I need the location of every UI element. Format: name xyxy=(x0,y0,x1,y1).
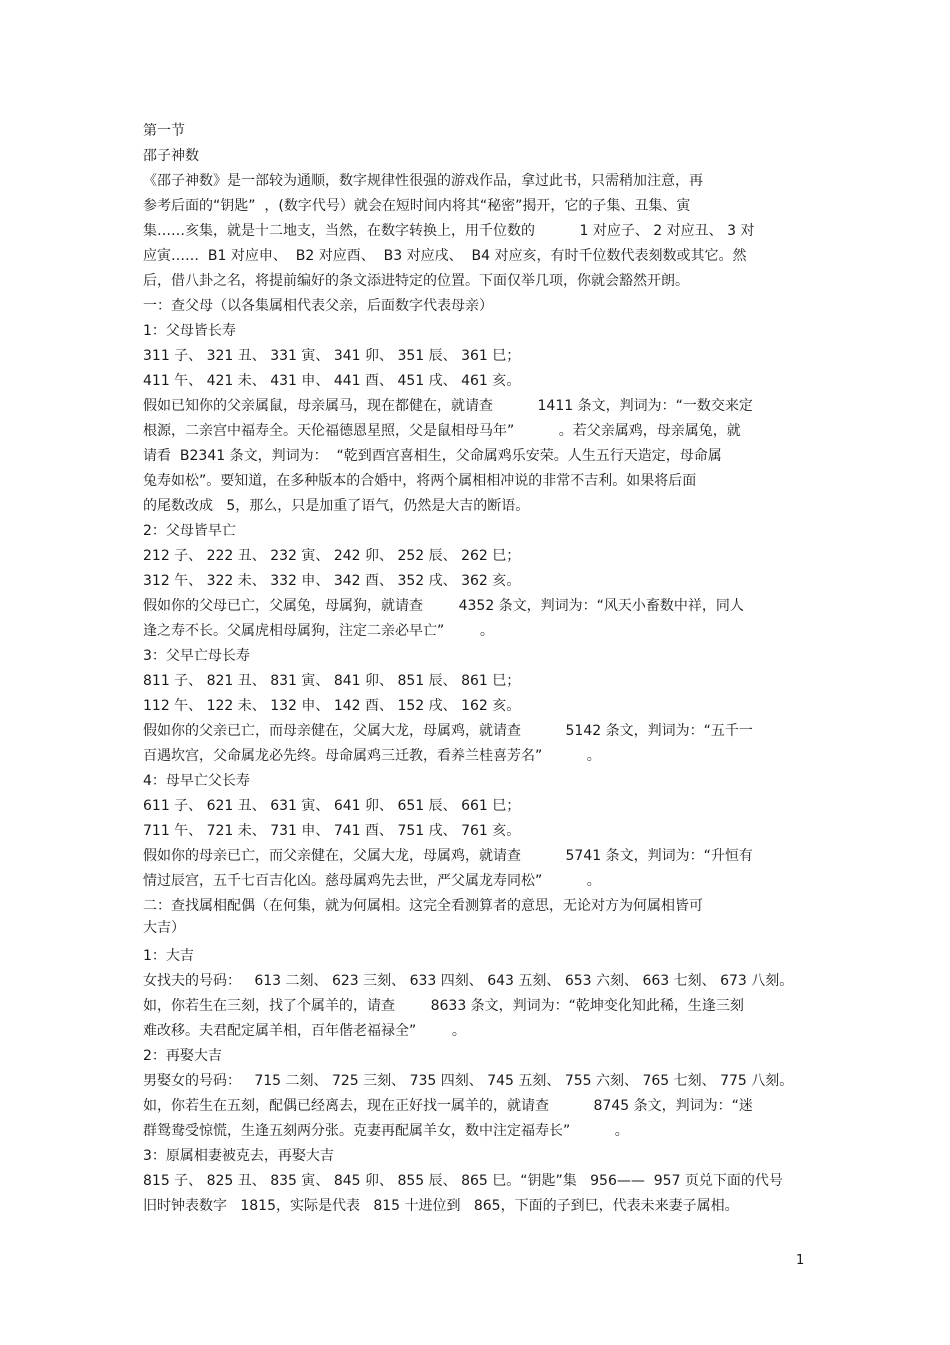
text-line: 邵子神数 xyxy=(143,148,199,164)
text-line: 4：母早亡父长寿 xyxy=(143,773,250,789)
text-line: 611 子、 621 丑、 631 寅、 641 卯、 651 辰、 661 巳； xyxy=(143,798,521,814)
text-line: 二：查找属相配偶（在何集，就为何属相。这完全看测算者的意思，无论对方为何属相皆可 xyxy=(143,898,703,914)
text-line: 312 午、 322 未、 332 申、 342 酉、 352 戌、 362 亥。 xyxy=(143,573,521,589)
text-line: 2：父母皆早亡 xyxy=(143,523,236,539)
text-line: 311 子、 321 丑、 331 寅、 341 卯、 351 辰、 361 巳； xyxy=(143,348,521,364)
text-line: 兔寿如松”。要知道，在多种版本的合婚中，将两个属相相冲说的非常不吉利。如果将后面 xyxy=(143,473,697,489)
text-line: 集……亥集，就是十二地支，当然，在数字转换上，用千位数的 1 对应子、 2 对应丑、 3 对 xyxy=(143,223,755,239)
page-number: 1 xyxy=(796,1253,805,1268)
text-line: 811 子、 821 丑、 831 寅、 841 卯、 851 辰、 861 巳； xyxy=(143,673,521,689)
text-line: 2：再娶大吉 xyxy=(143,1048,222,1064)
text-line: 815 子、 825 丑、 835 寅、 845 卯、 855 辰、 865 巳。“钥匙”集 956—— 957 页兑下面的代号 xyxy=(143,1173,783,1189)
text-line: 男娶女的号码： 715 二刻、 725 三刻、 735 四刻、 745 五刻、 755 六刻、 765 七刻、 775 八刻。 xyxy=(143,1073,794,1089)
text-line: 一：查父母（以各集属相代表父亲，后面数字代表母亲） xyxy=(143,298,493,314)
text-line: 情过辰宫，五千七百吉化凶。慈母属鸡先去世，严父属龙寿同松” 。 xyxy=(143,873,601,889)
text-line: 3：原属相妻被克去，再娶大吉 xyxy=(143,1148,334,1164)
text-line: 旧时钟表数字 1815，实际是代表 815 十进位到 865，下面的子到巳，代表未来妻子属相。 xyxy=(143,1198,739,1214)
text-line: 参考后面的“钥匙” ，(数字代号）就会在短时间内将其“秘密”揭开，它的子集、丑集、寅 xyxy=(143,198,691,214)
text-line: 3：父早亡母长寿 xyxy=(143,648,250,664)
text-line: 411 午、 421 未、 431 申、 441 酉、 451 戌、 461 亥。 xyxy=(143,373,521,389)
text-line: 的尾数改成 5，那么，只是加重了语气，仍然是大吉的断语。 xyxy=(143,498,530,514)
text-line: 1：大吉 xyxy=(143,948,194,964)
text-line: 212 子、 222 丑、 232 寅、 242 卯、 252 辰、 262 巳； xyxy=(143,548,521,564)
text-line: 请看 B2341 条文，判词为： “乾到酉宫喜相生，父命属鸡乐安荣。人生五行天造定，母命属 xyxy=(143,448,722,464)
text-line: 如，你若生在三刻，找了个属羊的，请查 8633 条文，判词为：“乾坤变化知此稀，生逢三刻 xyxy=(143,998,744,1014)
text-line: 711 午、 721 未、 731 申、 741 酉、 751 戌、 761 亥。 xyxy=(143,823,521,839)
text-line: 群鸳鸯受惊慌，生逢五刻两分张。克妻再配属羊女，数中注定福寿长” 。 xyxy=(143,1123,629,1139)
text-line: 假如你的父母已亡，父属兔，母属狗，就请查 4352 条文，判词为：“风天小畜数中祥，同人 xyxy=(143,598,744,614)
text-line: 女找夫的号码： 613 二刻、 623 三刻、 633 四刻、 643 五刻、 653 六刻、 663 七刻、 673 八刻。 xyxy=(143,973,794,989)
text-line: 如，你若生在五刻，配偶已经离去，现在正好找一属羊的，就请查 8745 条文，判词为：“迷 xyxy=(143,1098,753,1114)
text-line: 假如你的父亲已亡，而母亲健在，父属大龙，母属鸡，就请查 5142 条文，判词为：“五千一 xyxy=(143,723,753,739)
text-line: 逢之寿不长。父属虎相母属狗，注定二亲必早亡” 。 xyxy=(143,623,494,639)
text-line: 应寅…… B1 对应申、 B2 对应酉、 B3 对应戌、 B4 对应亥，有时千位数代表刻数或其它。然 xyxy=(143,248,747,264)
text-line: 第一节 xyxy=(143,123,185,139)
text-line: 《邵子神数》是一部较为通顺，数字规律性很强的游戏作品，拿过此书，只需稍加注意，再 xyxy=(143,173,703,189)
text-line: 根源，二亲宫中福寿全。天伦福德恩星照，父是鼠相母马年” 。若父亲属鸡，母亲属兔，就 xyxy=(143,423,741,439)
text-line: 1：父母皆长寿 xyxy=(143,323,236,339)
text-line: 后，借八卦之名，将提前编好的条文添进特定的位置。下面仅举几项，你就会豁然开朗。 xyxy=(143,273,689,289)
text-line: 百遇坎宫，父命属龙必先终。母命属鸡三迁教，看养兰桂喜芳名” 。 xyxy=(143,748,601,764)
text-line: 112 午、 122 未、 132 申、 142 酉、 152 戌、 162 亥。 xyxy=(143,698,521,714)
text-line: 大吉） xyxy=(143,920,185,936)
text-line: 假如你的母亲已亡，而父亲健在，父属大龙，母属鸡，就请查 5741 条文，判词为：“升恒有 xyxy=(143,848,753,864)
text-line: 难改移。夫君配定属羊相，百年偕老福禄全” 。 xyxy=(143,1023,466,1039)
text-line: 假如已知你的父亲属鼠，母亲属马，现在都健在，就请查 1411 条文，判词为：“一数交来定 xyxy=(143,398,753,414)
